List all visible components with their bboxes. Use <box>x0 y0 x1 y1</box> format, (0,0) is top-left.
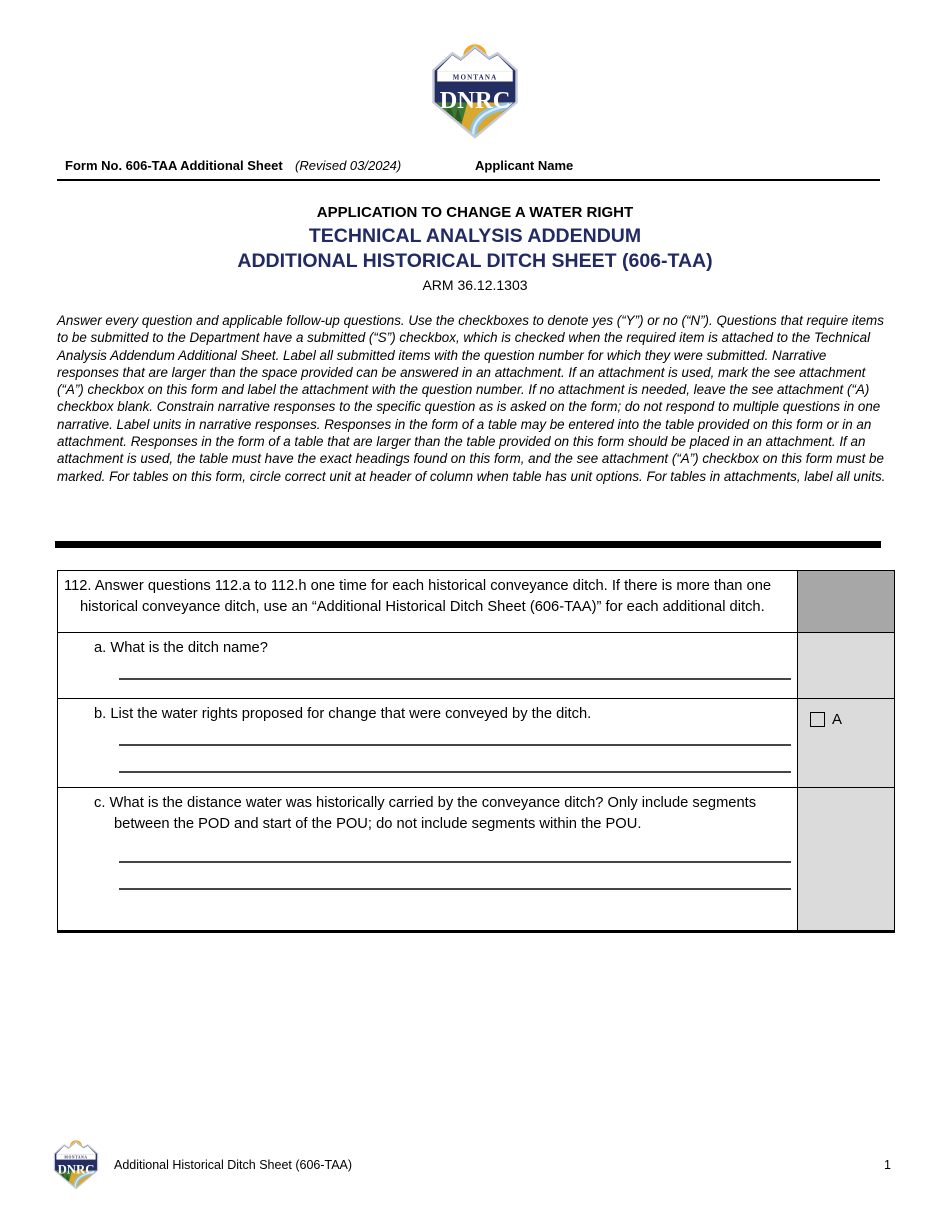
answer-line[interactable] <box>119 678 791 680</box>
question-112c-row <box>58 788 894 930</box>
page-title-ditch-sheet: ADDITIONAL HISTORICAL DITCH SHEET (606-TAA) <box>237 250 713 272</box>
question-112b-cell <box>58 699 797 787</box>
applicant-name-label: Applicant Name <box>475 158 574 173</box>
answer-line[interactable] <box>119 744 791 746</box>
form-header-row <box>57 158 880 178</box>
answer-line[interactable] <box>119 771 791 773</box>
header-divider <box>57 179 880 181</box>
checkbox-icon[interactable] <box>810 712 825 727</box>
footer-sheet-name: Additional Historical Ditch Sheet (606-TAA) <box>114 1158 353 1172</box>
question-112-cell <box>58 571 797 632</box>
status-cell-112c <box>797 788 894 930</box>
attachment-checkbox-112b[interactable] <box>798 699 894 730</box>
question-112a-text: a. What is the ditch name? <box>94 640 268 656</box>
revised-date-label: (Revised 03/2024) <box>295 158 402 173</box>
question-112a-row <box>58 633 894 699</box>
page-title-addendum: TECHNICAL ANALYSIS ADDENDUM <box>308 225 642 247</box>
dnrc-logo <box>429 40 521 140</box>
section-divider-bar <box>55 541 881 548</box>
question-table <box>57 570 895 933</box>
title-block <box>0 204 950 293</box>
answer-line[interactable] <box>119 861 791 863</box>
page-title-application: APPLICATION TO CHANGE A WATER RIGHT <box>316 204 634 221</box>
question-112c-text: c. What is the distance water was historically carried by the conveyance ditch? Only include segments between the POD and start of the POU; do not include segments within the POU. <box>94 795 757 832</box>
question-112a-cell <box>58 633 797 698</box>
footer-dnrc-logo <box>52 1138 100 1190</box>
footer-page-number: 1 <box>884 1158 891 1172</box>
status-cell-112a <box>797 633 894 698</box>
status-cell-112 <box>797 571 894 632</box>
question-112b-row <box>58 699 894 788</box>
attachment-checkbox-label: A <box>832 711 843 728</box>
question-112c-cell <box>58 788 797 930</box>
form-number-label: Form No. 606-TAA Additional Sheet <box>65 158 283 173</box>
instructions-paragraph: Answer every question and applicable follow-up questions. Use the checkboxes to denote yes (“Y”) or no (“N”). Questions that require items to be submitted to the Department have a submitted (“S”) checkbox, which is checked when the required item is attached to the Technical Analysis Addendum Additional Sheet. Label all submitted items with the question number for which they were submitted. Narrative responses that are larger than the space provided can be answered in an attachment. If an attachment is used, mark the see attachment (“A”) checkbox on this form and label the attachment with the question number. If no attachment is needed, leave the see attachment (“A) checkbox blank. Constrain narrative responses to the specific question as is asked on the form; do not respond to multiple questions in one narrative. Label units in narrative responses. Responses in the form of a table may be entered into the table provided on this form or in an attachment. Responses in the form of a table that are larger than the table provided on this form should be placed in an attachment. If an attachment is used, the table must have the exact headings found on this form, and the see attachment (“A”) checkbox on this form must be marked. For tables on this form, circle correct unit at header of column when table has unit options. For tables in attachments, label all units. <box>57 313 886 484</box>
question-112-row <box>58 571 894 633</box>
question-112-text: 112. Answer questions 112.a to 112.h one time for each historical conveyance ditch. If there is more than one historical conveyance ditch, use an “Additional Historical Ditch Sheet (606-TAA)” for each additional ditch. <box>64 578 772 615</box>
status-cell-112b <box>797 699 894 787</box>
arm-rule-reference: ARM 36.12.1303 <box>422 277 528 293</box>
question-112b-text: b. List the water rights proposed for change that were conveyed by the ditch. <box>94 706 592 722</box>
answer-line[interactable] <box>119 888 791 890</box>
